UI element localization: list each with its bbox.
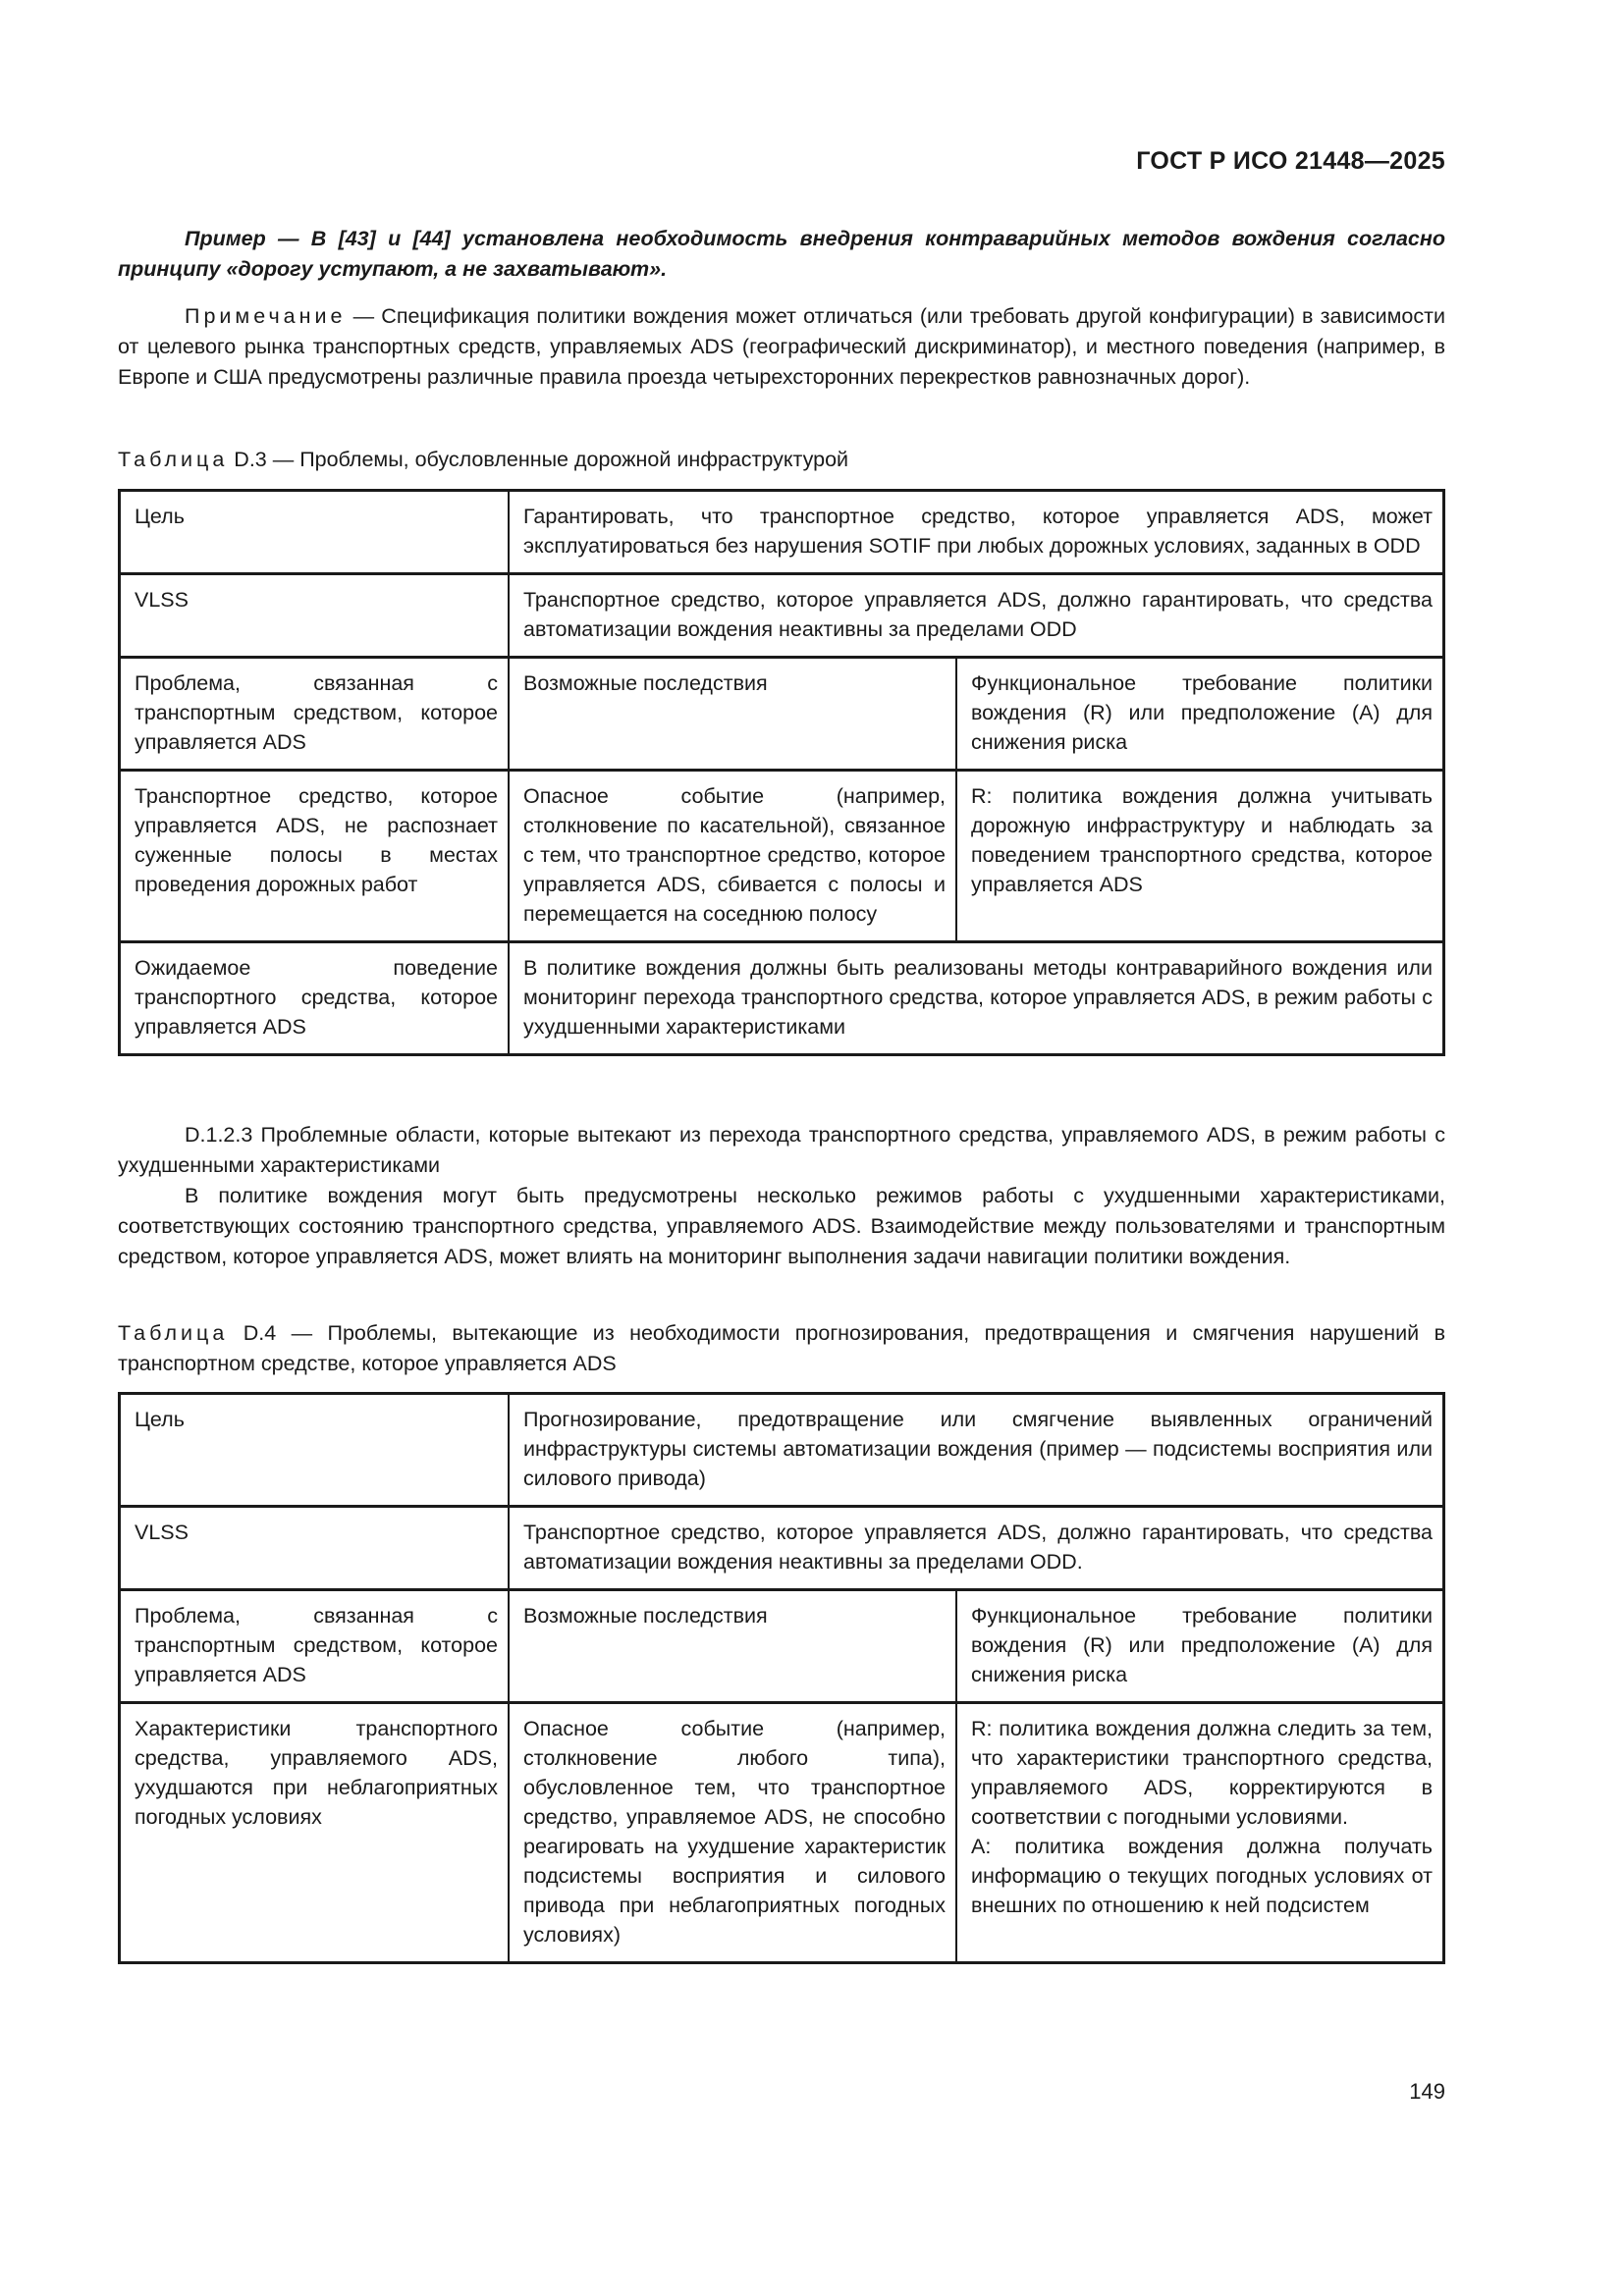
note-label: Примечание — [185, 304, 347, 328]
header-cell: Функциональное требование политики вождения (R) или предположение (A) для снижения риска — [956, 658, 1444, 771]
section-paragraph: В политике вождения могут быть предусмотрены несколько режимов работы с ухудшенными характеристиками, соответствующих состоянию транспортного средства, управляемого ADS. Взаимодействие между пользователями и транспортным средством, которое управляется ADS, может влиять на мониторинг выполнения задачи навигации политики вождения. — [118, 1184, 1445, 1268]
page-number: 149 — [1409, 2079, 1445, 2104]
table-row-headers — [120, 1590, 1444, 1703]
table-row-problem — [120, 771, 1444, 942]
cell-value: Транспортное средство, которое управляется ADS, должно гарантировать, что средства автоматизации вождения неактивны за пределами ODD. — [509, 1507, 1444, 1590]
note-text: — Спецификация политики вождения может отличаться (или требовать другой конфигурации) в зависимости от целевого рынка транспортных средств, управляемых ADS (географический дискриминатор), и местного поведения (например, в Европе и США предусмотрены различные правила проезда четырехсторонних перекрестков равнозначных дорог). — [118, 304, 1445, 389]
cell-label: Цель — [120, 1394, 510, 1507]
requirement-r: R: политика вождения должна следить за тем, что характеристики транспортного средства, управляемого ADS, корректируются в соответствии с погодными условиями. — [971, 1717, 1433, 1829]
header-cell: Возможные последствия — [509, 658, 956, 771]
document-id: ГОСТ Р ИСО 21448—2025 — [1136, 147, 1445, 175]
cell-label: Ожидаемое поведение транспортного средства, которое управляется ADS — [120, 942, 510, 1055]
header-cell: Проблема, связанная с транспортным средством, которое управляется ADS — [120, 658, 510, 771]
cell-label: Цель — [120, 491, 510, 574]
table-d3-caption — [118, 445, 1445, 475]
table-row-vlss — [120, 574, 1444, 658]
note-paragraph — [118, 301, 1445, 393]
table-row-expected — [120, 942, 1444, 1055]
cell-consequence: Опасное событие (например, столкновение по касательной), связанное с тем, что транспортное средство, которое управляется ADS, сбивается с полосы и перемещается на соседнюю полосу — [509, 771, 956, 942]
table-row-goal — [120, 491, 1444, 574]
cell-value: В политике вождения должны быть реализованы методы контраварийного вождения или мониторинг перехода транспортного средства, которое управляется ADS, в режим работы с ухудшенными характеристиками — [509, 942, 1444, 1055]
table-row-goal — [120, 1394, 1444, 1507]
cell-problem: Характеристики транспортного средства, управляемого ADS, ухудшаются при неблагоприятных погодных условиях — [120, 1703, 510, 1963]
caption-text: D.3 — Проблемы, обусловленные дорожной инфраструктурой — [228, 448, 849, 471]
table-d4 — [118, 1392, 1445, 1964]
cell-value: Гарантировать, что транспортное средство, которое управляется ADS, может эксплуатироваться без нарушения SOTIF при любых дорожных условиях, заданных в ODD — [509, 491, 1444, 574]
example-paragraph: Пример — В [43] и [44] установлена необходимость внедрения контраварийных методов вождения согласно принципу «дорогу уступают, а не захватывают». — [118, 227, 1445, 281]
cell-value: Транспортное средство, которое управляется ADS, должно гарантировать, что средства автоматизации вождения неактивны за пределами ODD — [509, 574, 1444, 658]
header-cell: Функциональное требование политики вождения (R) или предположение (A) для снижения риска — [956, 1590, 1444, 1703]
table-d3 — [118, 489, 1445, 1056]
cell-requirement: R: политика вождения должна учитывать дорожную инфраструктуру и наблюдать за поведением транспортного средства, которое управляется ADS — [956, 771, 1444, 942]
assumption-a: A: политика вождения должна получать информацию о текущих погодных условиях от внешних по отношению к ней подсистем — [971, 1835, 1433, 1917]
table-d4-caption — [118, 1318, 1445, 1379]
section-heading: D.1.2.3 Проблемные области, которые вытекают из перехода транспортного средства, управляемого ADS, в режим работы с ухудшенными характеристиками — [118, 1123, 1445, 1177]
caption-label: Таблица — [118, 448, 229, 471]
cell-label: VLSS — [120, 1507, 510, 1590]
header-cell: Возможные последствия — [509, 1590, 956, 1703]
table-row-headers — [120, 658, 1444, 771]
section-d123 — [118, 1120, 1445, 1272]
cell-value: Прогнозирование, предотвращение или смягчение выявленных ограничений инфраструктуры системы автоматизации вождения (пример — подсистемы восприятия или силового привода) — [509, 1394, 1444, 1507]
cell-problem: Транспортное средство, которое управляется ADS, не распознает суженные полосы в местах проведения дорожных работ — [120, 771, 510, 942]
caption-label: Таблица — [118, 1321, 229, 1345]
caption-text: D.4 — Проблемы, вытекающие из необходимости прогнозирования, предотвращения и смягчения нарушений в транспортном средстве, которое управляется ADS — [118, 1321, 1445, 1375]
cell-consequence: Опасное событие (например, столкновение любого типа), обусловленное тем, что транспортное средство, управляемое ADS, не способно реагировать на ухудшение характеристик подсистемы восприятия и силового привода при неблагоприятных погодных условиях) — [509, 1703, 956, 1963]
table-row-problem — [120, 1703, 1444, 1963]
header-cell: Проблема, связанная с транспортным средством, которое управляется ADS — [120, 1590, 510, 1703]
table-row-vlss — [120, 1507, 1444, 1590]
cell-label: VLSS — [120, 574, 510, 658]
cell-requirement — [956, 1703, 1444, 1963]
